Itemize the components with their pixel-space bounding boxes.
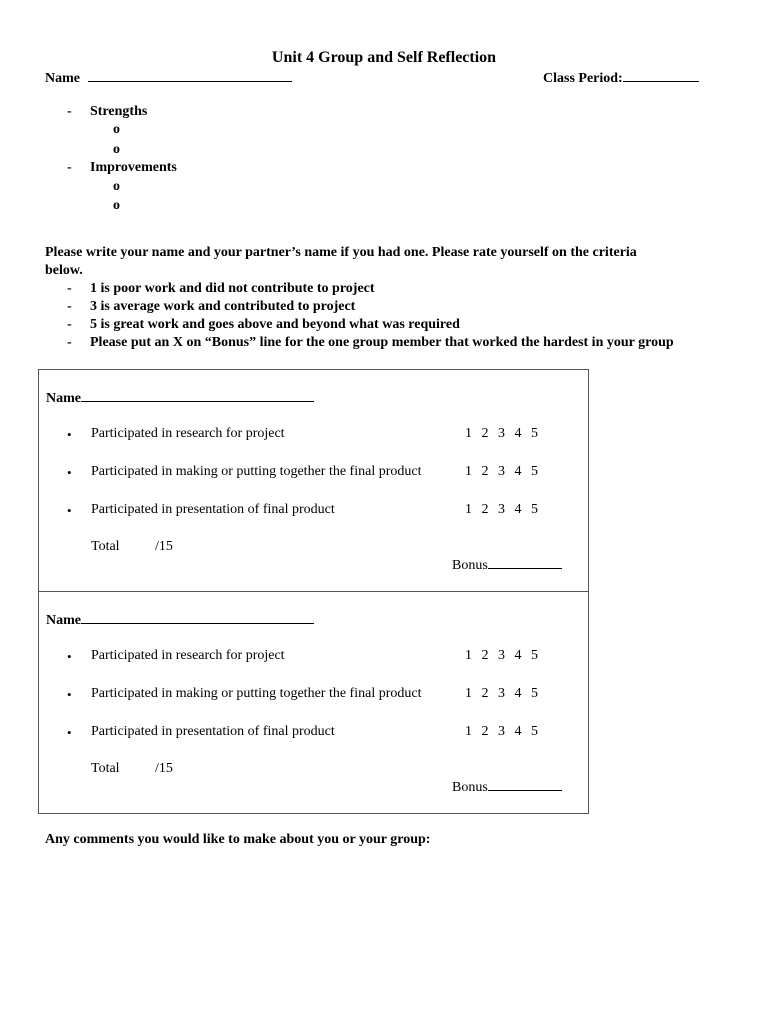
- criterion-label: Participated in research for project: [91, 648, 285, 663]
- card-name-label: Name: [46, 391, 81, 406]
- card-name-row: [46, 389, 314, 407]
- rating-scale[interactable]: 1 2 3 4 5: [465, 648, 538, 663]
- sub-bullet: o: [113, 122, 120, 137]
- bullet-dot: •: [67, 427, 72, 442]
- total-max: /15: [155, 761, 173, 776]
- dash-marker: -: [67, 317, 72, 332]
- strengths-label: Strengths: [90, 104, 148, 119]
- bullet-dot: •: [67, 687, 72, 702]
- bullet-dot: •: [67, 503, 72, 518]
- sub-bullet: o: [113, 198, 120, 213]
- criterion-label: Participated in presentation of final product: [91, 502, 335, 517]
- bonus-blank-line[interactable]: [488, 778, 562, 791]
- card-name-label: Name: [46, 613, 81, 628]
- bonus-row: [452, 556, 562, 574]
- bonus-row: [452, 778, 562, 796]
- bullet-dot: •: [67, 725, 72, 740]
- criterion-label: Participated in making or putting together the final product: [91, 464, 422, 479]
- dash-marker: -: [67, 335, 72, 350]
- criteria-item: 5 is great work and goes above and beyond what was required: [90, 317, 460, 332]
- rating-scale[interactable]: 1 2 3 4 5: [465, 426, 538, 441]
- bullet-dot: •: [67, 465, 72, 480]
- class-period-blank-line[interactable]: [623, 69, 699, 82]
- page-title: Unit 4 Group and Self Reflection: [271, 49, 497, 66]
- name-blank-line[interactable]: [88, 69, 292, 82]
- name-field-row: [45, 69, 292, 87]
- dash-marker: -: [67, 299, 72, 314]
- criteria-item: 1 is poor work and did not contribute to project: [90, 281, 375, 296]
- criteria-item: 3 is average work and contributed to project: [90, 299, 356, 314]
- instructions-paragraph-line1: Please write your name and your partner’s name if you had one. Please rate yourself on the criteria: [45, 245, 637, 260]
- sub-bullet: o: [113, 179, 120, 194]
- rating-scale[interactable]: 1 2 3 4 5: [465, 464, 538, 479]
- criterion-label: Participated in making or putting together the final product: [91, 686, 422, 701]
- instructions-paragraph-line2: below.: [45, 263, 83, 278]
- class-period-label: Class Period:: [543, 71, 623, 86]
- card-name-blank-line[interactable]: [81, 611, 314, 624]
- rating-scale[interactable]: 1 2 3 4 5: [465, 724, 538, 739]
- card-name-blank-line[interactable]: [81, 389, 314, 402]
- sub-bullet: o: [113, 142, 120, 157]
- rating-scale[interactable]: 1 2 3 4 5: [465, 686, 538, 701]
- rating-card: [38, 369, 589, 592]
- bonus-label: Bonus: [452, 558, 488, 573]
- comments-label: Any comments you would like to make about you or your group:: [45, 832, 431, 847]
- name-label: Name: [45, 71, 80, 86]
- dash-marker: -: [67, 104, 72, 119]
- bonus-label: Bonus: [452, 780, 488, 795]
- improvements-label: Improvements: [90, 160, 177, 175]
- criterion-label: Participated in presentation of final product: [91, 724, 335, 739]
- bullet-dot: •: [67, 649, 72, 664]
- class-period-row: [543, 69, 699, 87]
- total-label: Total: [91, 761, 120, 776]
- rating-scale[interactable]: 1 2 3 4 5: [465, 502, 538, 517]
- total-label: Total: [91, 539, 120, 554]
- dash-marker: -: [67, 160, 72, 175]
- dash-marker: -: [67, 281, 72, 296]
- criteria-item: Please put an X on “Bonus” line for the one group member that worked the hardest in your group: [90, 335, 674, 350]
- criterion-label: Participated in research for project: [91, 426, 285, 441]
- rating-card: [38, 591, 589, 814]
- bonus-blank-line[interactable]: [488, 556, 562, 569]
- card-name-row: [46, 611, 314, 629]
- total-max: /15: [155, 539, 173, 554]
